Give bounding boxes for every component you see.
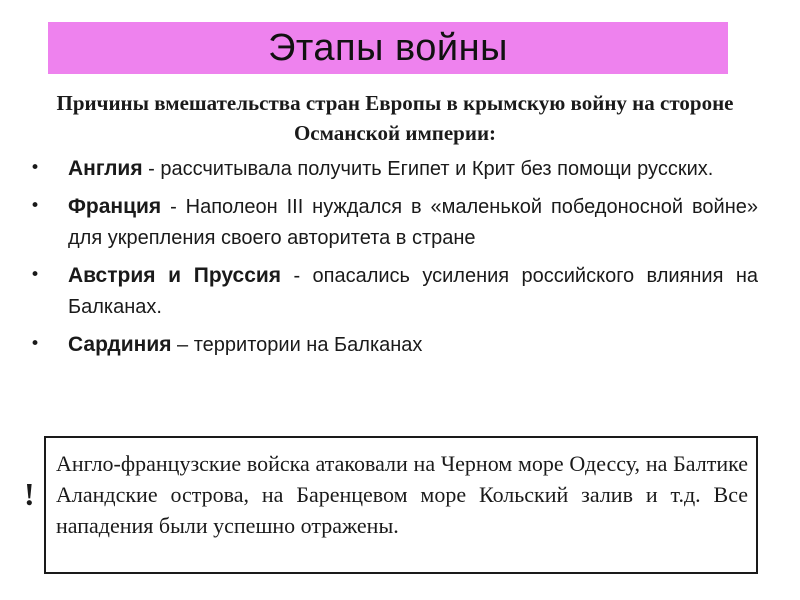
bullet-icon: • xyxy=(30,334,41,354)
page-title: Этапы войны xyxy=(268,26,508,69)
list-item-austria-prussia xyxy=(28,260,758,322)
list-item-sardinia xyxy=(28,329,758,360)
item-text: - опасались усиления российского влияния на Балканах. xyxy=(68,265,758,318)
list-item-england xyxy=(28,153,758,184)
bullet-icon: • xyxy=(30,158,41,178)
country-name: Франция xyxy=(68,195,162,218)
title-banner xyxy=(48,22,728,74)
country-name: Австрия и Пруссия xyxy=(68,264,282,287)
list-item-france xyxy=(28,191,758,253)
bullet-icon: • xyxy=(30,196,41,216)
item-text: - Наполеон III нуждался в «маленькой победоносной войне» для укрепления своего авторитета в стране xyxy=(68,196,758,249)
note-text: Англо-французские войска атаковали на Черном море Одессу, на Балтике Аландские острова, на Баренцевом море Кольский залив и т.д. Все нападения были успешно отражены. xyxy=(56,451,748,538)
country-name: Сардиния xyxy=(68,333,172,356)
note-box xyxy=(44,436,758,574)
section-heading: Причины вмешательства стран Европы в крымскую войну на стороне Османской империи: xyxy=(56,91,734,145)
item-text: - рассчитывала получить Египет и Крит без помощи русских. xyxy=(142,158,714,180)
reasons-list xyxy=(28,153,758,367)
exclamation-mark: ! xyxy=(24,476,35,512)
country-name: Англия xyxy=(68,157,143,180)
bullet-icon: • xyxy=(30,265,41,285)
item-text: – территории на Балканах xyxy=(171,334,423,356)
